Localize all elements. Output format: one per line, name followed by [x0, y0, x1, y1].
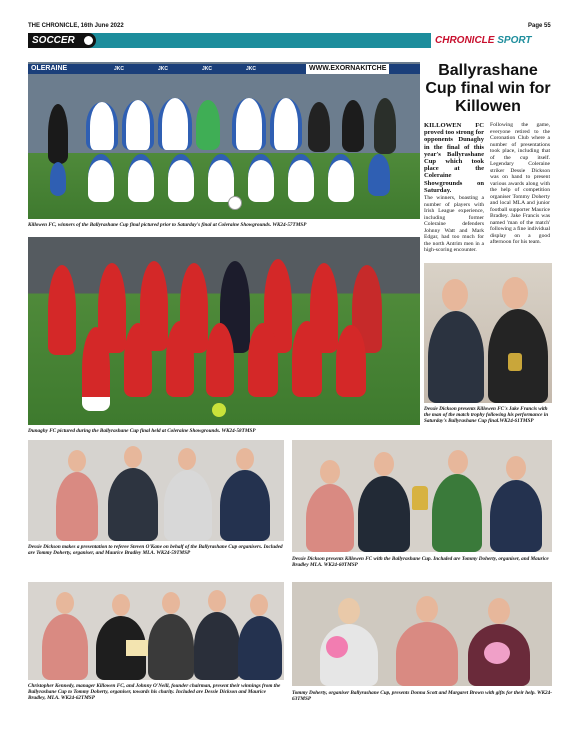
player: [168, 154, 194, 202]
photo-referee-presentation: [28, 440, 284, 541]
caption-gifts-presentation: Tommy Doherty, organiser Ballyrashane Cup, presents Donna Scott and Margaret Brown with gifts for their help. WK24-63TMSP: [292, 690, 552, 702]
face: [502, 277, 528, 309]
face: [162, 592, 180, 614]
person: [432, 474, 482, 552]
official: [48, 104, 68, 164]
football-icon: [212, 403, 226, 417]
player: [208, 154, 234, 202]
trophy-icon: [412, 486, 428, 510]
face: [112, 594, 130, 616]
player: [166, 321, 194, 397]
player: [88, 154, 114, 202]
face: [416, 596, 438, 622]
official: [342, 100, 364, 152]
player: [122, 100, 154, 150]
ad-board-sponsor: JKC: [114, 66, 125, 72]
person: [358, 476, 410, 552]
article-column-1: [424, 122, 484, 254]
person: [108, 468, 158, 541]
face: [68, 450, 86, 472]
photo-killowen-team: [28, 62, 420, 219]
player: [292, 321, 322, 397]
official: [308, 102, 330, 152]
ad-board-sponsor-4: JKC: [246, 66, 257, 72]
player: [48, 265, 76, 355]
caption-cup-presentation: Dessie Dickson presents Killowen FC with the Ballyrashane Cup. Included are Tommy Doherty, organiser, and Maurice Bradley MLA. WK24-60TMSP: [292, 556, 549, 568]
face: [374, 452, 394, 476]
face: [320, 460, 340, 484]
person: [238, 616, 282, 680]
player: [206, 323, 234, 397]
player: [288, 154, 314, 202]
brand-logo: [435, 35, 532, 46]
person: [194, 612, 240, 680]
face: [338, 598, 360, 624]
person: [42, 614, 88, 680]
trophy-icon: [508, 353, 522, 371]
player: [86, 102, 118, 150]
player: [270, 98, 302, 150]
player: [336, 325, 366, 397]
caption-charity-presentation: Christopher Kennedy, manager Killowen FC, and Johnny O'Neill, founder chairman, present their winnings from the Ballyrashane Cup to Tommy Doherty, organiser, towards his charity. Included are Dessie Dickson and Maurice Bradley, MLA. WK24-62TMSP: [28, 683, 281, 701]
child: [50, 162, 66, 196]
person: [148, 614, 194, 680]
section-tab: [28, 33, 96, 48]
player: [248, 154, 274, 202]
ad-board: [28, 64, 420, 74]
player: [248, 323, 278, 397]
section-label: SOCCER: [32, 35, 75, 46]
player: [128, 154, 154, 202]
page-dateline: THE CHRONICLE, 16th June 2022: [28, 23, 124, 29]
face: [448, 450, 468, 474]
player: [328, 154, 354, 202]
caption-referee-presentation: Dessie Dickson makes a presentation to referee Steven O'Kane on behalf of the Ballyrashane Cup organisers. Included are Tommy Doherty, organiser, and Maurice Bradley MLA. WK24-59TMSP: [28, 544, 283, 556]
face: [236, 448, 254, 470]
face: [56, 592, 74, 614]
article-lead: KILLOWEN FC proved too strong for opponents Dunaghy in the final of this year's Ballyrashane Cup which took place at the Coleraine Showgrounds on Saturday.: [424, 122, 484, 194]
person: [164, 470, 212, 541]
face: [178, 448, 196, 470]
article-column-2: Following the game, everyone retired to the Coronation Club where a number of presentations took place, including that of the cup itself. Legendary Coleraine striker Dessie Dickson was on hand to present various awards along with the help of competition organiser Tommy Doherty and local MLA and junior football supporter Maurice Bradley. Jake Francis was named 'man of the match' following a fine individual display on a good afternoon for his team.: [490, 122, 550, 245]
photo-man-of-the-match: [424, 263, 552, 403]
football-icon: [84, 36, 93, 45]
ad-board-sponsor-3: JKC: [202, 66, 213, 72]
face: [124, 446, 142, 468]
caption-killowen-team: Killowen FC, winners of the Ballyrashane Cup final pictured prior to Saturday's final at Coleraine Showgrounds. WK24-57TMSP: [28, 222, 307, 228]
face: [506, 456, 526, 480]
person: [56, 472, 98, 541]
player: [232, 98, 266, 150]
player: [82, 327, 110, 411]
football-icon: [228, 196, 242, 210]
ad-board-sponsor-2: JKC: [158, 66, 169, 72]
person: [220, 470, 270, 541]
goalkeeper: [196, 100, 220, 150]
flowers-icon: [326, 636, 348, 658]
caption-man-of-the-match: Dessie Dickson presents Killowen FC's Jake Francis with the man of the match trophy following his performance in Saturday's Ballyrashane Cup final.WK24-61TMSP: [424, 406, 549, 424]
face: [488, 598, 510, 624]
person-tommy-doherty: [396, 622, 458, 686]
ad-board-left: OLERAINE: [31, 65, 68, 72]
headline: Ballyrashane Cup final win for Killowen: [425, 62, 551, 115]
person: [490, 480, 542, 552]
brand-chronicle: CHRONICLE: [435, 35, 495, 46]
section-bar: [28, 33, 431, 48]
face: [250, 594, 268, 616]
photo-cup-presentation: [292, 440, 552, 552]
page-number: Page 55: [528, 23, 551, 29]
flowers-icon: [484, 642, 510, 664]
photo-charity-presentation: [28, 582, 284, 680]
brand-sport: SPORT: [497, 35, 532, 46]
player: [368, 154, 390, 196]
photo-gifts-presentation: [292, 582, 552, 686]
face: [208, 590, 226, 612]
player: [158, 98, 192, 150]
person: [306, 484, 354, 552]
article-body-1: The winners, boasting a number of players with Irish League experience, including former Coleraine defenders Johnny Watt and Mark Edgar, had too much for the north Antrim men in a high-scoring encounter.: [424, 195, 484, 254]
player: [124, 323, 152, 397]
ad-board-right: WWW.EXORNAKITCHE: [306, 64, 389, 74]
photo-dunaghy-team: [28, 237, 420, 425]
person-dessie-dickson: [428, 311, 484, 403]
face: [442, 279, 468, 311]
official: [374, 98, 396, 154]
caption-dunaghy-team: Dunaghy FC pictured during the Ballyrashane Cup final held at Coleraine Showgrounds. WK24-58TMSP: [28, 428, 256, 434]
